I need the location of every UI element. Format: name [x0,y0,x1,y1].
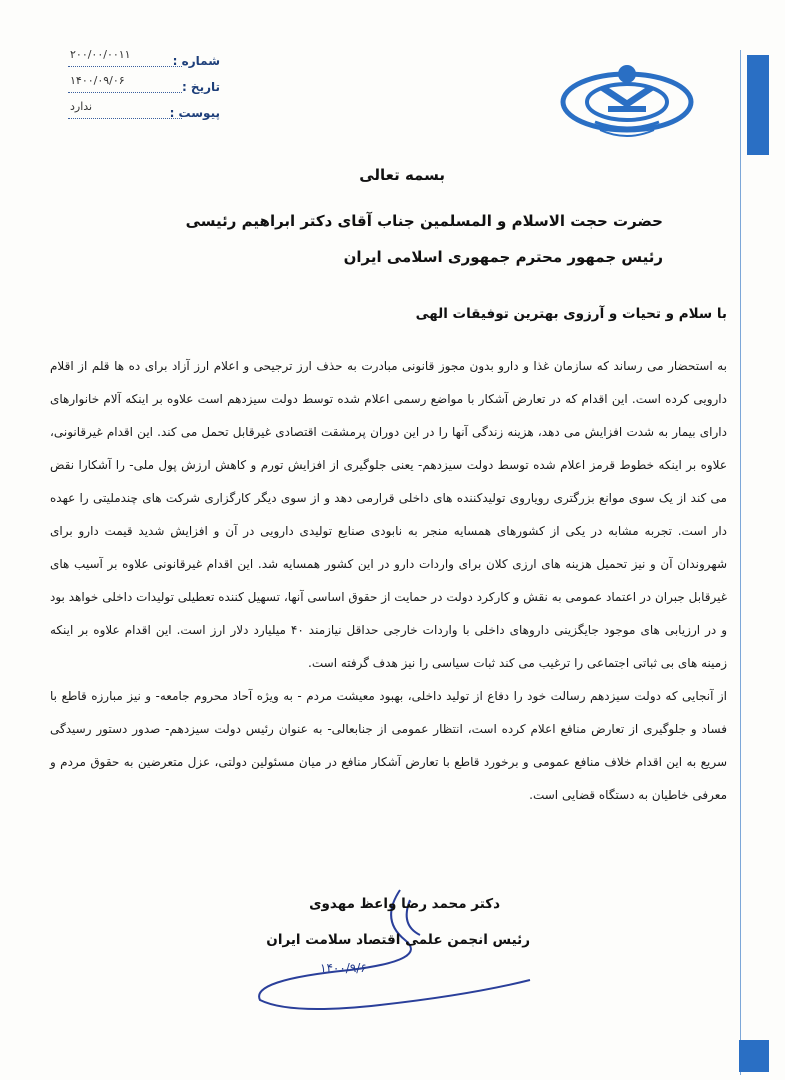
letter-body [50,350,727,812]
date-value: ۱۴۰۰/۰۹/۰۶ [70,74,125,87]
basmala: بسمه تعالی [359,166,445,184]
letter-meta [60,48,220,126]
addressee-line-2: رئیس جمهور محترم جمهوری اسلامی ایران [343,248,663,266]
date-row [60,74,220,100]
addressee-line-1: حضرت حجت الاسلام و المسلمین جناب آقای دکتر ابراهیم رئیسی [185,212,663,230]
signer-name: دکتر محمد رضا واعظ مهدوی [309,896,500,912]
number-row [60,48,220,74]
brand-bar-top [747,55,769,155]
margin-line [740,50,741,1075]
number-label: شماره : [172,54,220,68]
dotted-line [68,66,182,67]
attach-row [60,100,220,126]
paragraph-2: از آنجایی که دولت سیزدهم رسالت خود را دفاع از تولید داخلی، بهبود معیشت مردم - به ویژه آحاد محروم جامعه- و نیز مبارزه قاطع با فساد و جلوگیری از تعارض منافع اعلام کرده است، انتظار عمومی از جنابعالی- به عنوان رئیس دولت سیزدهم- صدور دستور رسیدگی سریع به این اقدام خلاف منافع عمومی و برخورد قاطع با تعارض آشکار منافع در میان مسئولین دولتی، عزل متعرضین به حقوق مردم و معرفی خاطیان به دستگاه قضایی است. [50,689,727,802]
date-label: تاریخ : [181,80,220,94]
handwritten-date: ۱۴۰۰/۹/۶ [320,961,367,975]
brand-bar-bottom [739,1040,769,1072]
dotted-line [68,118,182,119]
attach-label: پیوست : [169,106,220,120]
greeting: با سلام و تحیات و آرزوی بهترین توفیقات الهی [415,306,727,322]
signer-title: رئیس انجمن علمی اقتصاد سلامت ایران [266,932,530,948]
association-logo [560,50,695,155]
attach-value: ندارد [70,100,93,113]
paragraph-1: به استحضار می رساند که سازمان غذا و دارو بدون مجوز قانونی مبادرت به حذف ارز ترجیحی و اعلام ارز آزاد برای ده ها قلم از اقلام دارویی کرده است. این اقدام که در تعارض آشکار با مواضع رسمی اعلام شده توسط دولت سیزدهم است علاوه بر اینکه آلام خانوارهای دارای بیمار به شدت افزایش می دهد، هزینه زندگی آنها را در این دوران پرمشقت اقتصادی غیرقابل تحمل می کند. این اقدام غیرقانونی، علاوه بر اینکه خطوط قرمز اعلام شده توسط دولت سیزدهم- یعنی جلوگیری از افزایش تورم و کاهش ارزش پول ملی- را آشکارا نقض می کند از یک سوی موانع بزرگتری رویاروی تولیدکننده های داخلی قرارمی دهد و از سوی دیگر کارگزاری شرکت های چندملیتی را عهده دار است. تجربه مشابه در یکی از کشورهای همسایه منجر به نابودی صنایع تولیدی دارویی در آن و افزایش شدید قیمت دارو برای شهروندان آن و نیز تحمیل هزینه های ارزی کلان برای واردات دارو در این کشور همسایه شد. این اقدام غیرقانونی علاوه بر آسیب های غیرقابل جبران در اعتماد عمومی به نقش و کارکرد دولت در حمایت از حقوق اساسی آنها، تسهیل کننده تعطیلی تولیدات داخلی خواهد بود و در ارزیابی های موجود جایگزینی داروهای داخلی با واردات خارجی حداقل نیازمند ۴۰ میلیارد دلار ارز است. این اقدام علاوه بر اینکه زمینه های بی ثباتی اجتماعی را ترغیب می کند ثبات سیاسی را نیز هدف گرفته است. [50,359,727,670]
dotted-line [68,92,182,93]
number-value: ۲۰۰/۰۰/۰۰۱۱ [70,48,131,61]
